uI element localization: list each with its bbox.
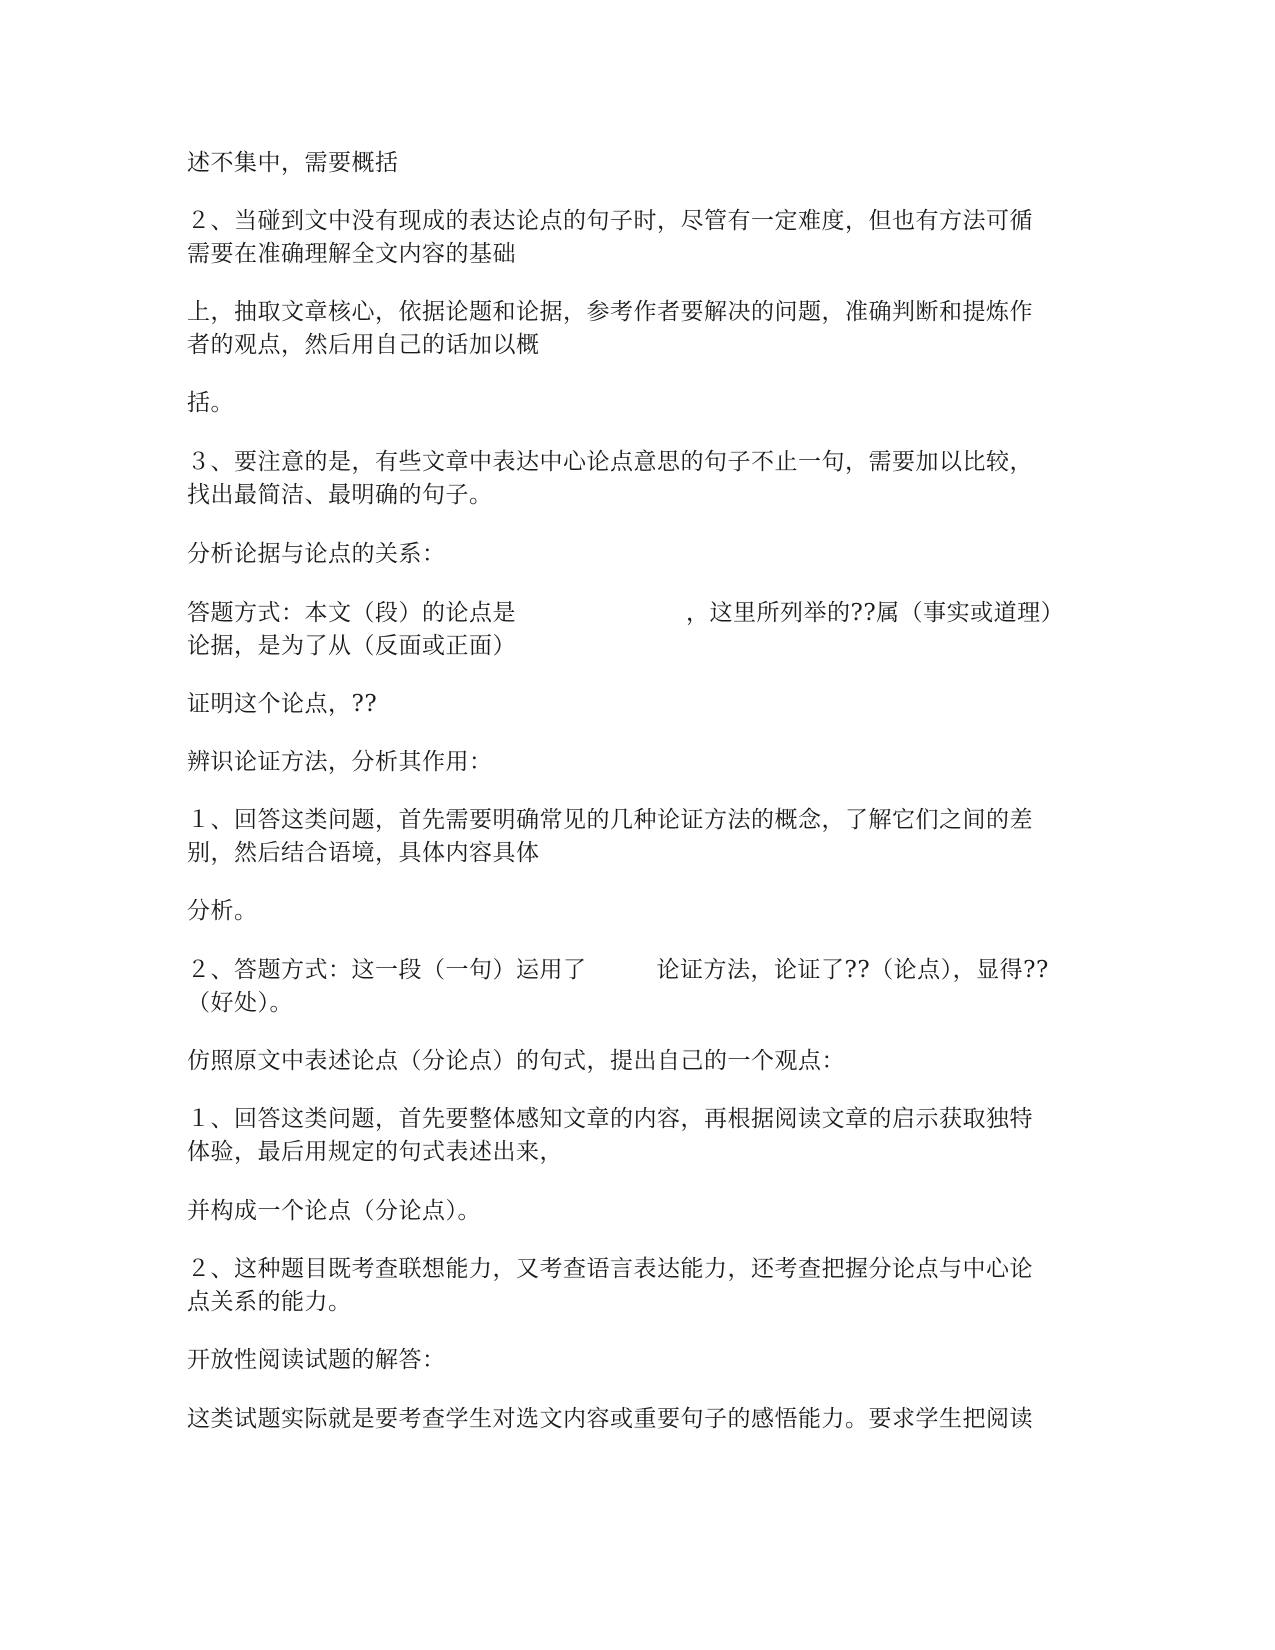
- text-line: 别，然后结合语境，具体内容具体: [187, 840, 540, 866]
- paragraph-3: [187, 296, 1107, 362]
- text-line: 点关系的能力。: [187, 1289, 352, 1315]
- text-line: 仿照原文中表述论点（分论点）的句式，提出自己的一个观点：: [187, 1048, 845, 1074]
- text-line: 论据，是为了从（反面或正面）: [187, 633, 516, 659]
- paragraph-18: [187, 1403, 1107, 1436]
- text-line: 需要在准确理解全文内容的基础: [187, 241, 516, 267]
- paragraph-14: [187, 1103, 1107, 1169]
- text-line: 括。: [187, 390, 234, 416]
- paragraph-16: [187, 1253, 1107, 1319]
- text-line: 者的观点，然后用自己的话加以概: [187, 332, 540, 358]
- text-line: 述不集中，需要概括: [187, 150, 399, 176]
- paragraph-17: [187, 1344, 1107, 1377]
- paragraph-10: [187, 804, 1107, 870]
- paragraph-5: [187, 446, 1107, 512]
- text-line: ２、这种题目既考查联想能力，又考查语言表达能力，还考查把握分论点与中心论: [187, 1256, 1033, 1282]
- text-line: １、回答这类问题，首先需要明确常见的几种论证方法的概念，了解它们之间的差: [187, 807, 1033, 833]
- paragraph-6: [187, 538, 1107, 571]
- paragraph-7: [187, 597, 1107, 663]
- paragraph-2: [187, 205, 1107, 271]
- text-line: 这类试题实际就是要考查学生对选文内容或重要句子的感悟能力。要求学生把阅读: [187, 1406, 1033, 1432]
- paragraph-11: [187, 895, 1107, 928]
- text-line: ２、当碰到文中没有现成的表达论点的句子时，尽管有一定难度，但也有方法可循: [187, 208, 1033, 234]
- text-line: 并构成一个论点（分论点）。: [187, 1198, 481, 1224]
- text-line: 辨识论证方法，分析其作用：: [187, 749, 493, 775]
- text-line: （好处）。: [187, 990, 293, 1016]
- text-line: 体验，最后用规定的句式表述出来，: [187, 1139, 563, 1165]
- paragraph-4: [187, 387, 1107, 420]
- paragraph-15: [187, 1195, 1107, 1228]
- paragraph-8: [187, 688, 1107, 721]
- text-segment: 答题方式：本文（段）的论点是: [187, 600, 516, 626]
- text-line: ３、要注意的是，有些文章中表达中心论点意思的句子不止一句，需要加以比较，: [187, 449, 1033, 475]
- text-segment: ，这里所列举的??属（事实或道理）: [686, 600, 1065, 626]
- text-segment: ２、答题方式：这一段（一句）运用了: [187, 957, 587, 983]
- text-line: 分析。: [187, 898, 258, 924]
- text-line: １、回答这类问题，首先要整体感知文章的内容，再根据阅读文章的启示获取独特: [187, 1106, 1033, 1132]
- paragraph-12: [187, 954, 1107, 1020]
- text-line: [187, 597, 1107, 630]
- text-line: [187, 954, 1107, 987]
- text-line: 上，抽取文章核心，依据论题和论据，参考作者要解决的问题，准确判断和提炼作: [187, 299, 1033, 325]
- paragraph-1: [187, 147, 1107, 180]
- text-segment: 论证方法，论证了??（论点），显得??: [656, 957, 1049, 983]
- text-line: 证明这个论点，??: [187, 691, 378, 717]
- paragraph-13: [187, 1045, 1107, 1078]
- text-line: 找出最简洁、最明确的句子。: [187, 482, 493, 508]
- text-line: 开放性阅读试题的解答：: [187, 1347, 446, 1373]
- paragraph-9: [187, 746, 1107, 779]
- text-line: 分析论据与论点的关系：: [187, 541, 446, 567]
